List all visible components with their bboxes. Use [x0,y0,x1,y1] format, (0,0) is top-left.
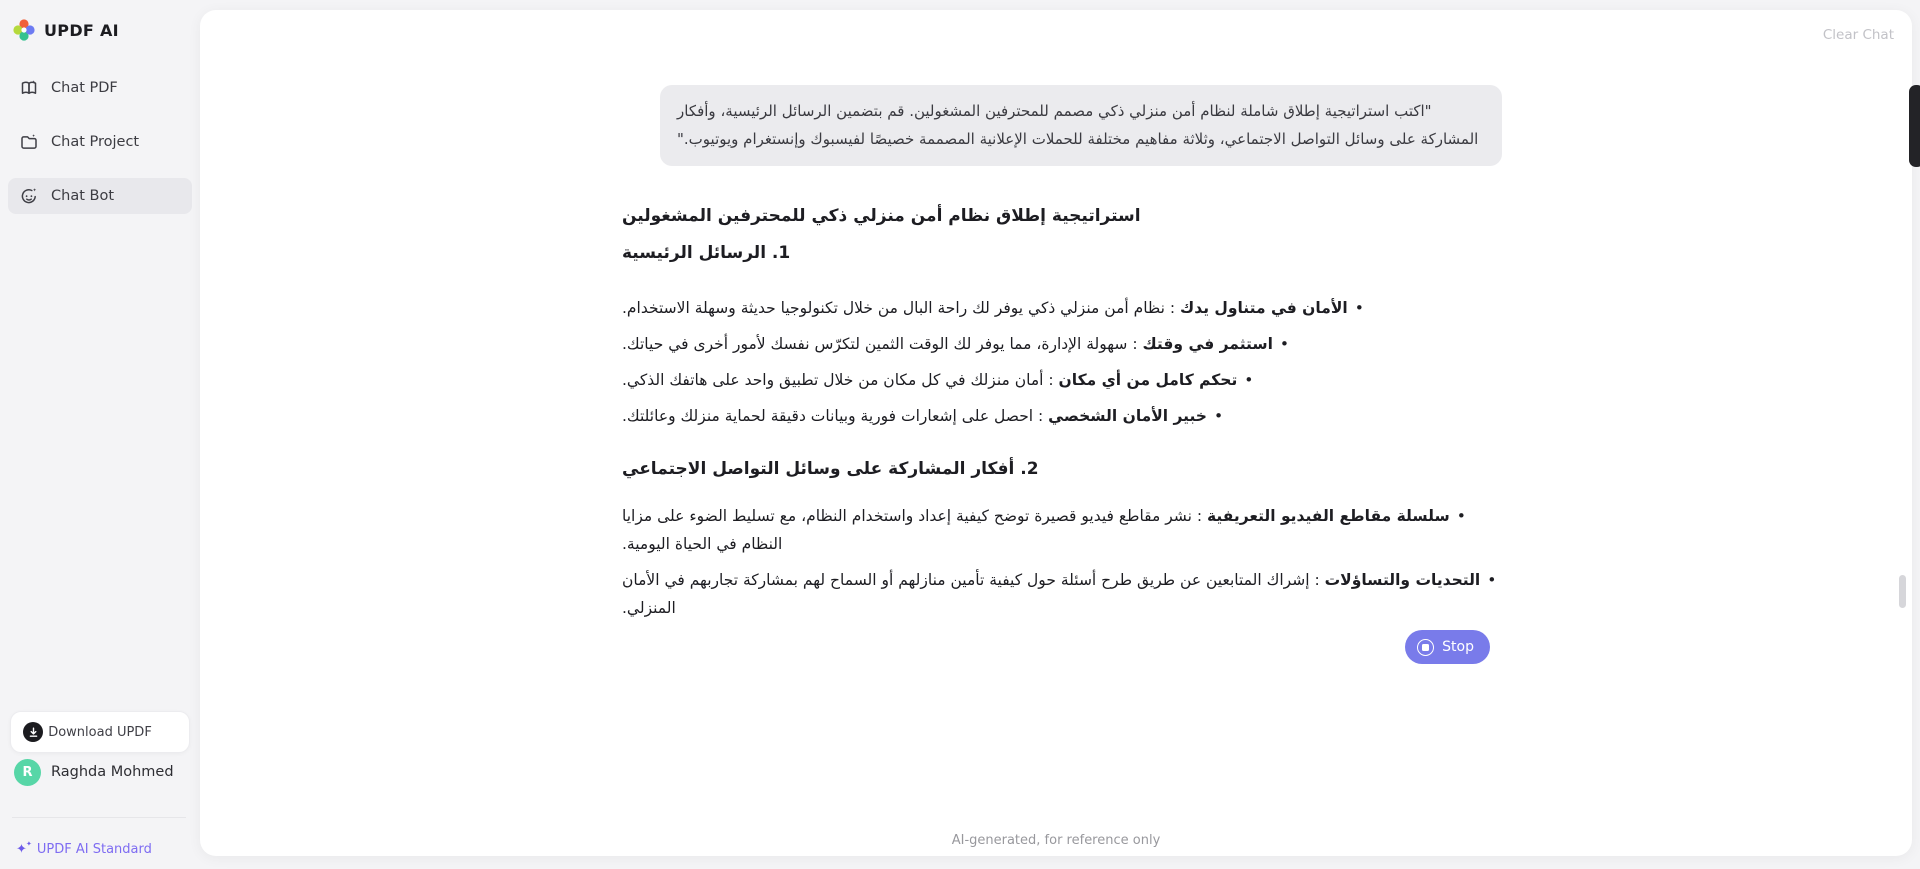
plan-label: UPDF AI Standard [36,842,152,857]
sidebar-item-label: Chat PDF [51,80,118,96]
bullet-list [622,502,1502,622]
download-icon [23,722,43,742]
stop-row [622,630,1502,664]
list-item [622,330,1502,358]
inner-scrollbar-thumb[interactable] [1899,575,1906,608]
sidebar-item-label: Chat Project [51,134,140,150]
bullet-text: : أمان منزلك في كل مكان من خلال تطبيق واحد على هاتفك الذكي. [622,371,1059,389]
ai-disclaimer: AI-generated, for reference only [951,833,1161,848]
download-updf-label: Download UPDF [48,724,152,740]
section-heading: 1. الرسائل الرئيسية [622,243,791,263]
bullet-list [622,294,1502,430]
chat-panel [200,10,1912,856]
app-logo [13,19,119,41]
updf-logo-icon [13,19,35,41]
sidebar-item-chat-pdf[interactable] [8,70,192,106]
plan-badge[interactable] [16,842,152,857]
response-title: استراتيجية إطلاق نظام أمن منزلي ذكي للمحترفين المشغولين [622,206,1141,226]
user-name: Raghda Mohmed [51,764,174,780]
bullet-text: : سهولة الإدارة، مما يوفر لك الوقت الثمين لتكرّس نفسك لأمور أخرى في حياتك. [622,335,1143,353]
list-item [622,294,1502,322]
clear-chat-button[interactable]: Clear Chat [1822,27,1894,43]
bullet-lead: الأمان في متناول يدك [1180,299,1348,317]
bullet-lead: تحكم كامل من أي مكان [1058,371,1238,389]
sidebar-item-chat-bot[interactable] [8,178,192,214]
bullet-marker: • [1213,407,1224,425]
section-heading: 2. أفكار المشاركة على وسائل التواصل الاجتماعي [622,459,1039,479]
chat-thread [622,10,1502,664]
page-scrollbar-thumb[interactable] [1909,85,1920,167]
folder-icon [20,133,38,151]
sidebar-divider [12,817,186,818]
list-item [622,566,1502,622]
book-icon [20,79,38,97]
bullet-text: : نشر مقاطع فيديو قصيرة توضح كيفية إعداد واستخدام النظام، مع تسليط الضوء على مزايا النظام في الحياة اليومية. [622,507,1208,553]
sparkle-icon: ✦ ✦ [16,840,32,857]
app-title: UPDF AI [44,20,119,40]
avatar: R [14,759,41,786]
list-item [622,366,1502,394]
bullet-text: : احصل على إشعارات فورية وبيانات دقيقة لحماية منزلك وعائلتك. [622,407,1049,425]
bullet-text: : نظام أمن منزلي ذكي يوفر لك راحة البال من خلال تكنولوجيا حديثة وسهلة الاستخدام. [622,299,1181,317]
user-message-bubble: "اكتب استراتيجية إطلاق شاملة لنظام أمن منزلي ذكي مصمم للمحترفين المشغولين. قم بتضمين الرسائل الرئيسية، وأفكار المشاركة على وسائل التواصل الاجتماعي، وثلاثة مفاهيم مختلفة للحملات الإعلانية المصممة خصيصًا لفيسبوك وإنستغرام ويوتيوب." [660,85,1502,166]
bullet-marker: • [1279,335,1290,353]
bullet-lead: سلسلة مقاطع الفيديو التعريفية [1207,507,1450,525]
ai-response [622,204,1502,622]
sidebar-item-label: Chat Bot [51,188,114,204]
bullet-marker: • [1487,571,1497,589]
bullet-lead: التحديات والتساؤلات [1324,571,1481,589]
list-item [622,402,1502,430]
bullet-marker: • [1244,371,1254,389]
bullet-lead: خبير الأمان الشخصي [1048,407,1207,425]
sidebar-item-chat-project[interactable] [8,124,192,160]
list-item [622,502,1502,558]
stop-button[interactable] [1405,630,1490,664]
bullet-text: : إشراك المتابعين عن طريق طرح أسئلة حول كيفية تأمين منازلهم أو السماح لهم بمشاركة تجاربهم في الأمان المنزلي. [622,571,1325,617]
sidebar [0,0,200,869]
stop-icon [1417,639,1434,656]
bullet-marker: • [1354,299,1364,317]
stop-label: Stop [1442,639,1474,655]
sidebar-nav [8,70,192,232]
bullet-lead: استثمر في وقتك [1142,335,1273,353]
download-updf-button[interactable] [10,711,190,753]
bullet-marker: • [1456,507,1466,525]
user-profile[interactable] [14,759,174,819]
chat-bot-icon [20,187,38,205]
